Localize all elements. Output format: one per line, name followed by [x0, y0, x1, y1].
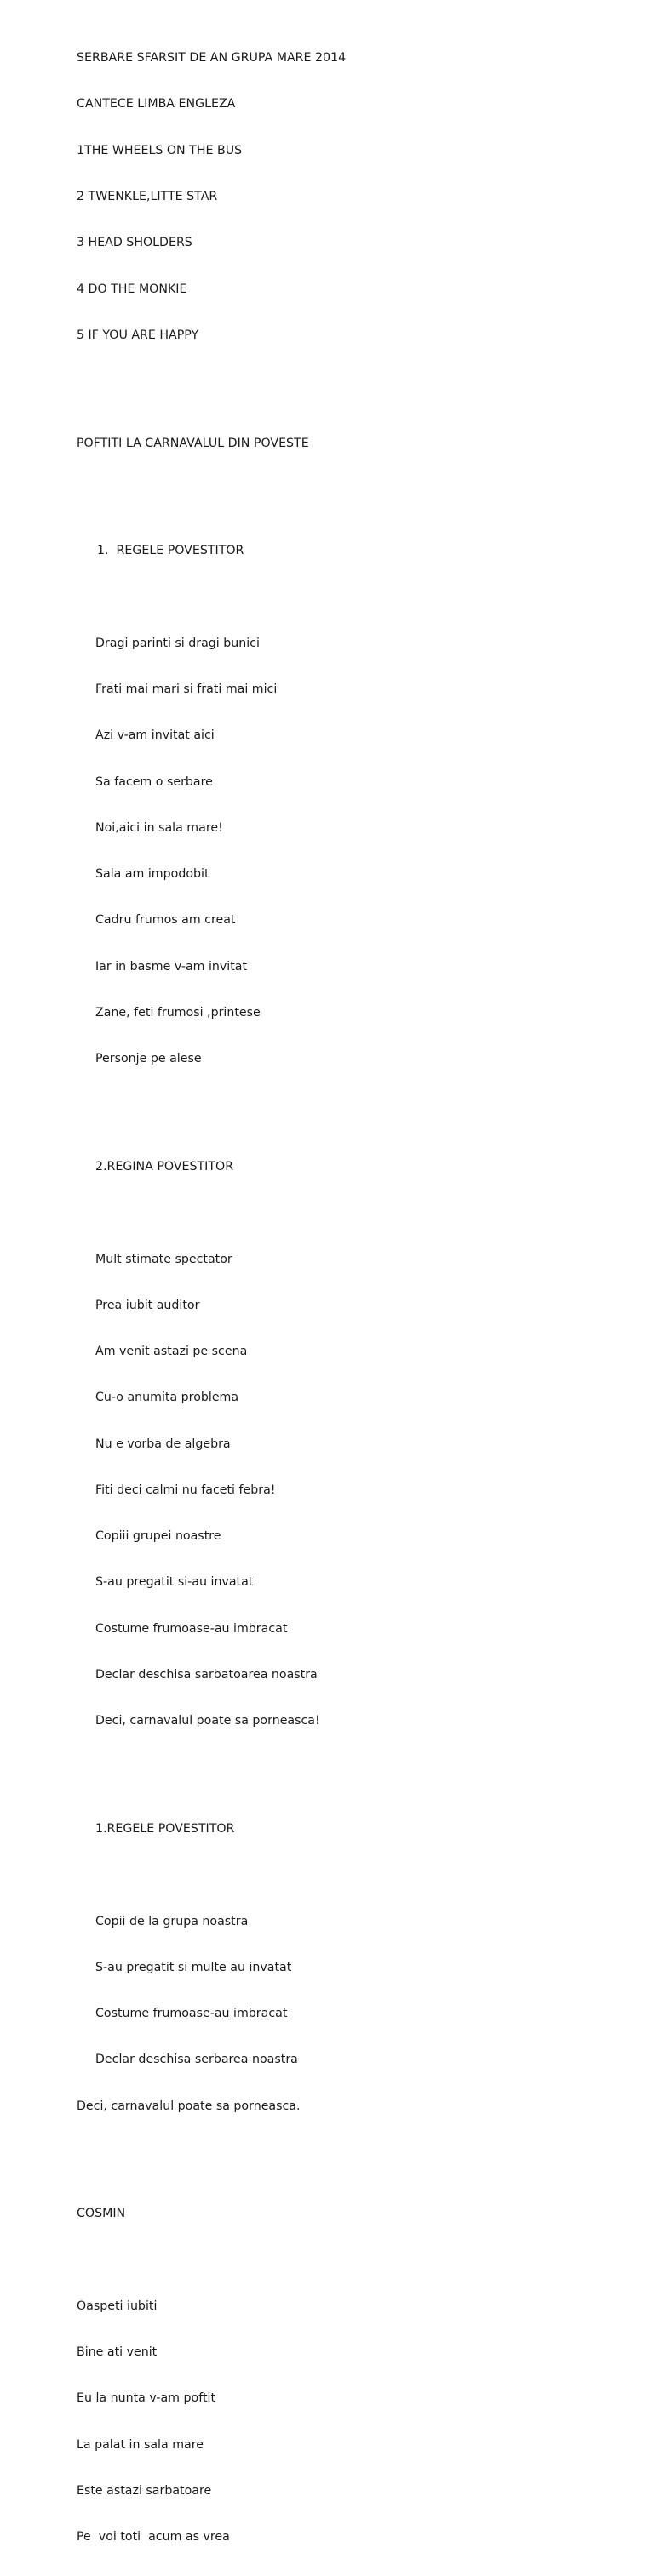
verse-line: Dragi parinti si dragi bunici [95, 636, 260, 650]
blank-line [77, 482, 346, 497]
verse-line: S-au pregatit si multe au invatat [95, 1960, 292, 1974]
songs-subtitle: CANTECE LIMBA ENGLEZA [77, 97, 236, 111]
verse-line: Deci, carnavalul poate sa porneasca! [95, 1714, 320, 1728]
verse-line: Deci, carnavalul poate sa porneasca. [77, 2099, 301, 2113]
verse-line: Frati mai mari si frati mai mici [95, 683, 278, 697]
blank-line [77, 1760, 346, 1775]
song-item: 4 DO THE MONKIE [77, 282, 187, 296]
document-text [77, 20, 346, 2576]
verse-line: Prea iubit auditor [95, 1298, 200, 1312]
verse-line: Azi v-am invitat aici [95, 728, 215, 743]
verse-line: S-au pregatit si-au invatat [95, 1575, 254, 1590]
song-item: 5 IF YOU ARE HAPPY [77, 328, 199, 342]
blank-line [77, 1867, 346, 1882]
verse-line: Bine ati venit [77, 2345, 158, 2360]
verse-line: Costume frumoase-au imbracat [95, 2007, 288, 2021]
verse-line: Mult stimate spectator [95, 1252, 232, 1266]
verse-line: Cu-o anumita problema [95, 1391, 239, 1405]
verse-line: Noi,aici in sala mare! [95, 820, 223, 835]
blank-line [77, 2253, 346, 2268]
cosmin-heading: COSMIN [77, 2207, 126, 2221]
verse-line: Iar in basme v-am invitat [95, 959, 248, 974]
section-heading: 2.REGINA POVESTITOR [95, 1159, 234, 1174]
verse-line: Am venit astazi pe scena [95, 1345, 248, 1359]
song-item: 1THE WHEELS ON THE BUS [77, 143, 243, 157]
verse-line: Pe voi toti acum as vrea [77, 2530, 230, 2545]
song-item: 3 HEAD SHOLDERS [77, 236, 192, 250]
verse-line: Copiii grupei noastre [95, 1529, 221, 1544]
verse-line: Costume frumoase-au imbracat [95, 1621, 288, 1636]
verse-line: Zane, feti frumosi ,printese [95, 1006, 261, 1020]
verse-line: Fiti deci calmi nu faceti febra! [95, 1482, 276, 1497]
section-heading: 1. REGELE POVESTITOR [97, 544, 244, 558]
blank-line [77, 1098, 346, 1113]
blank-line [77, 1205, 346, 1220]
verse-line: Eu la nunta v-am poftit [77, 2391, 216, 2406]
blank-line [77, 374, 346, 389]
verse-line: Sala am impodobit [95, 867, 209, 882]
blank-line [77, 2145, 346, 2160]
verse-line: Personje pe alese [95, 1052, 202, 1066]
verse-line: Oaspeti iubiti [77, 2299, 158, 2313]
verse-line: Cadru frumos am creat [95, 913, 236, 928]
verse-line: Nu e vorba de algebra [95, 1437, 231, 1451]
song-item: 2 TWENKLE,LITTE STAR [77, 190, 218, 204]
blank-line [77, 589, 346, 604]
verse-line: La palat in sala mare [77, 2437, 204, 2452]
verse-line: Declar deschisa sarbatoarea noastra [95, 1668, 318, 1682]
verse-line: Sa facem o serbare [95, 774, 213, 789]
verse-line: Copii de la grupa noastra [95, 1914, 249, 1928]
section-heading: 1.REGELE POVESTITOR [95, 1821, 235, 1836]
verse-line: Este astazi sarbatoare [77, 2484, 212, 2498]
carnival-heading: POFTITI LA CARNAVALUL DIN POVESTE [77, 436, 309, 450]
document-title: SERBARE SFARSIT DE AN GRUPA MARE 2014 [77, 51, 347, 66]
verse-line: Declar deschisa serbarea noastra [95, 2053, 298, 2067]
